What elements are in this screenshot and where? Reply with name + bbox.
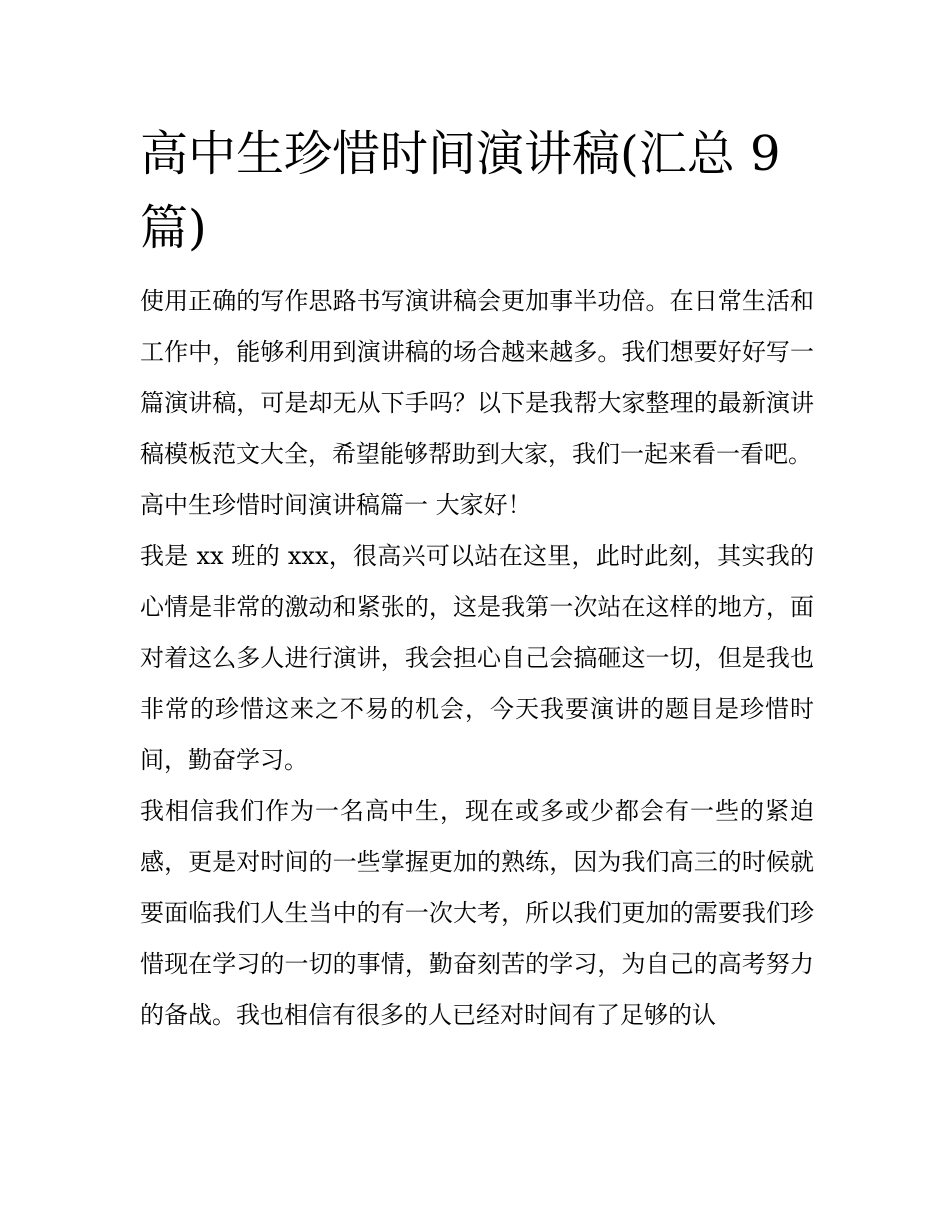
paragraph-main: 我相信我们作为一名高中生，现在或多或少都会有一些的紧迫感，更是对时间的一些掌握更加的熟练，因为我们高三的时候就要面临我们人生当中的有一次大考，所以我们更加的需要我们珍惜现在学习的一切的事情，勤奋刻苦的学习，为自己的高考努力的备战。我也相信有很多的人已经对时间有了足够的认 <box>140 797 814 1029</box>
document-title: 高中生珍惜时间演讲稿(汇总 9 篇) <box>140 126 781 256</box>
document-body <box>140 276 814 1041</box>
paragraph-self-intro: 我是 xx 班的 xxx，很高兴可以站在这里，此时此刻，其实我的心情是非常的激动和紧张的，这是我第一次站在这样的地方，面对着这么多人进行演讲，我会担心自己会搞砸这一切，但是我也非常的珍惜这来之不易的机会，今天我要演讲的题目是珍惜时间，勤奋学习。 <box>140 542 814 774</box>
paragraph-section-heading: 高中生珍惜时间演讲稿篇一 大家好！ <box>140 491 532 519</box>
paragraph-intro: 使用正确的写作思路书写演讲稿会更加事半功倍。在日常生活和工作中，能够利用到演讲稿的场合越来越多。我们想要好好写一篇演讲稿，可是却无从下手吗？以下是我帮大家整理的最新演讲稿模板范文大全，希望能够帮助到大家，我们一起来看一看吧。 <box>140 287 814 468</box>
